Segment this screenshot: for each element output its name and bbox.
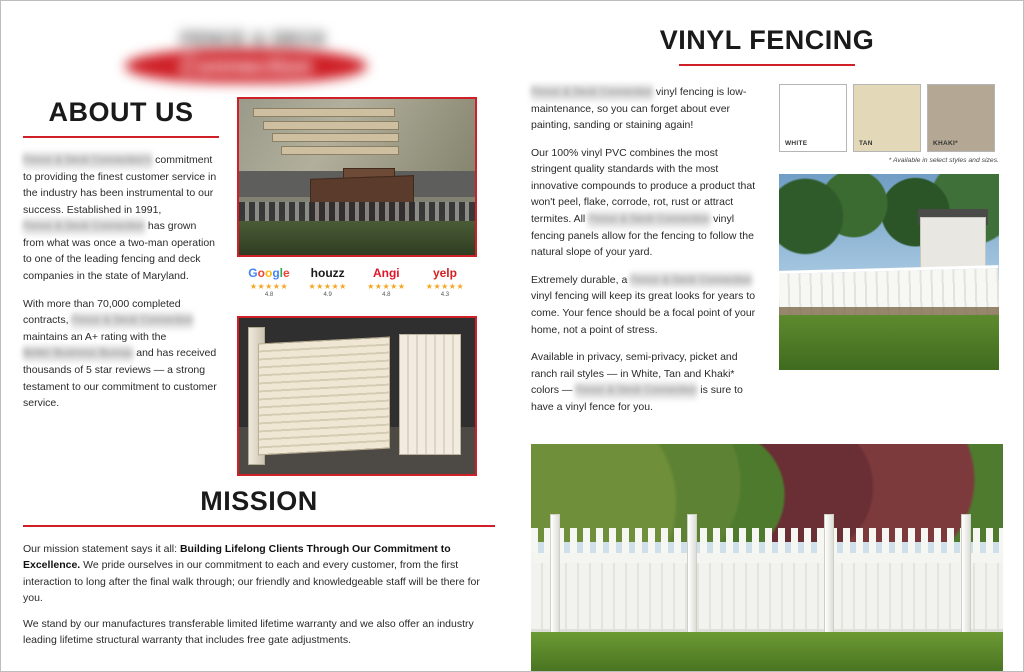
swatch-tan — [853, 84, 921, 152]
yelp-logo: yelp — [432, 266, 457, 280]
fence-photo-house — [920, 217, 986, 268]
vinyl-p4-text-a: Available in privacy, semi-privacy, picket and ranch rail styles — in White, Tan and Khaki* colors — — [531, 351, 738, 397]
redacted-company-name: Fence & Deck Connection — [23, 218, 145, 235]
about-heading-rule — [23, 136, 219, 138]
houzz-score: 4.9 — [323, 292, 332, 298]
vinyl-panels-warehouse-photo — [237, 316, 477, 476]
aerial-material-row — [253, 108, 395, 117]
aerial-facility-photo — [237, 97, 477, 257]
aerial-material-row — [272, 133, 399, 142]
redacted-company-name: Fence & Deck Connection — [531, 84, 653, 101]
swatch-tan-label: TAN — [859, 140, 873, 147]
wide-photo-picket-top — [531, 528, 1003, 556]
angi-logo: Angi — [372, 266, 400, 280]
about-heading: ABOUT US — [48, 97, 194, 127]
about-p2-text-b: maintains an A+ rating with the — [23, 330, 167, 343]
about-p2-text-c: and has received thousands of 5 star reviews — a strong testament to our commitment to customer service. — [23, 347, 217, 410]
yelp-stars: ★★★★★ — [425, 282, 465, 291]
aerial-material-row — [263, 121, 400, 130]
mission-block — [23, 486, 495, 649]
yelp-score: 4.3 — [440, 292, 450, 298]
mission-statement-bold: Building Lifelong Clients Through Our Commitment to Excellence. — [23, 543, 451, 572]
about-media-block — [237, 97, 477, 476]
wide-vinyl-fence-photo — [531, 444, 1003, 672]
aerial-grass — [239, 221, 475, 255]
vinyl-p3-text-a: Extremely durable, a — [531, 273, 631, 286]
redacted-company-name: Fence & Deck Connection — [575, 382, 697, 399]
vinyl-media-block — [779, 84, 999, 426]
swatch-white — [779, 84, 847, 152]
google-score: 4.8 — [264, 292, 274, 298]
vinyl-p2-text-b: vinyl fencing panels allow for the fencing to follow the natural slope of your yard. — [531, 213, 754, 259]
vinyl-paragraph-4 — [531, 349, 759, 415]
about-row — [23, 97, 495, 476]
vinyl-paragraph-1 — [531, 84, 759, 134]
vinyl-content-row — [531, 84, 1003, 426]
google-logo: Google — [248, 266, 290, 280]
vinyl-p4-text-b: is sure to have a vinyl fence for you. — [531, 384, 743, 413]
right-column — [513, 1, 1024, 672]
company-logo — [119, 15, 495, 97]
vinyl-paragraph-3 — [531, 272, 759, 338]
fence-photo-lawn — [779, 315, 999, 370]
vinyl-p2-text-a: Our 100% vinyl PVC combines the most stringent quality standards with the most innovative compounds to produce a product that won't peel, flake, corrode, rot, rust or attract termites. All — [531, 146, 756, 226]
logo-top-text: FENCE & DECK — [180, 29, 328, 49]
about-p2-text-a: With more than 70,000 completed contracts, — [23, 297, 181, 327]
wide-photo-post — [961, 514, 971, 635]
vinyl-gate-panel — [399, 334, 460, 456]
logo-blur-overlay — [119, 19, 379, 93]
vinyl-heading-rule — [679, 64, 855, 66]
redacted-company-name: Fence & Deck Connection's — [23, 152, 152, 169]
angi-score: 4.8 — [382, 292, 391, 298]
mission-heading-rule — [23, 525, 495, 527]
vinyl-p3-text-b: vinyl fencing will keep its great looks for years to come. Your fence should be a focal point of your home, not a point of stress. — [531, 290, 756, 336]
swatch-availability-note: * Available in select styles and sizes. — [888, 157, 999, 164]
about-text-block — [23, 97, 219, 476]
houzz-stars: ★★★★★ — [308, 282, 347, 291]
about-paragraph-1 — [23, 152, 219, 285]
google-stars: ★★★★★ — [249, 282, 289, 291]
review-item-google — [241, 267, 297, 298]
redacted-company-name: Fence & Deck Connection — [588, 211, 710, 228]
left-column — [1, 1, 513, 672]
wide-photo-lawn — [531, 632, 1003, 672]
swatch-khaki — [927, 84, 995, 152]
swatch-white-label: WHITE — [785, 140, 808, 147]
vinyl-panel-stack — [258, 336, 390, 455]
vinyl-text-block — [531, 84, 759, 426]
logo-bottom-text: Connection — [180, 53, 312, 80]
review-item-houzz — [300, 267, 356, 298]
aerial-parked-cars — [239, 202, 475, 221]
aerial-material-row — [281, 146, 399, 155]
wide-photo-post — [550, 514, 560, 635]
wide-photo-privacy-panel — [531, 563, 1003, 633]
redacted-company-name: Fence & Deck Connection — [71, 312, 193, 329]
white-privacy-fence-photo — [779, 174, 999, 370]
redacted-company-name: Fence & Deck Connection — [630, 272, 752, 289]
about-paragraph-2 — [23, 296, 219, 412]
color-swatch-row — [779, 84, 999, 152]
swatch-khaki-label: KHAKI* — [933, 140, 958, 147]
mission-p1-pre: Our mission statement says it all: — [23, 543, 180, 555]
about-p1-text-b: has grown from what was once a two-man operation to one of the leading fencing and deck companies in the state of Maryland. — [23, 220, 216, 283]
review-logos-row — [237, 257, 477, 306]
wide-photo-top-rail — [531, 553, 1003, 562]
redacted-bbb-name: Better Business Bureau — [23, 345, 133, 362]
wide-photo-post — [687, 514, 697, 635]
review-item-angi — [358, 267, 414, 298]
vinyl-p1-text: vinyl fencing is low-maintenance, so you can forget about ever painting, sanding or staining again! — [531, 86, 747, 132]
mission-paragraph-1 — [23, 541, 495, 606]
vinyl-paragraph-2 — [531, 145, 759, 261]
houzz-logo: houzz — [310, 266, 345, 280]
review-item-yelp — [417, 267, 473, 298]
wide-photo-post — [824, 514, 834, 635]
mission-paragraph-2: We stand by our manufactures transferable limited lifetime warranty and we also offer an industry leading lifetime structural warranty that includes free gate adjustments. — [23, 618, 474, 647]
angi-stars: ★★★★★ — [367, 282, 406, 291]
mission-p1-post: We pride ourselves in our commitment to each and every customer, from the first interaction to long after the final walk through; our friendly and knowledgeable staff will be there for you. — [23, 559, 480, 604]
vinyl-fencing-heading: VINYL FENCING — [659, 25, 875, 55]
mission-heading: MISSION — [200, 486, 318, 516]
about-p1-text-a: commitment to providing the finest customer service in the industry has been instrumental to our success. Established in 1991, — [23, 154, 217, 216]
